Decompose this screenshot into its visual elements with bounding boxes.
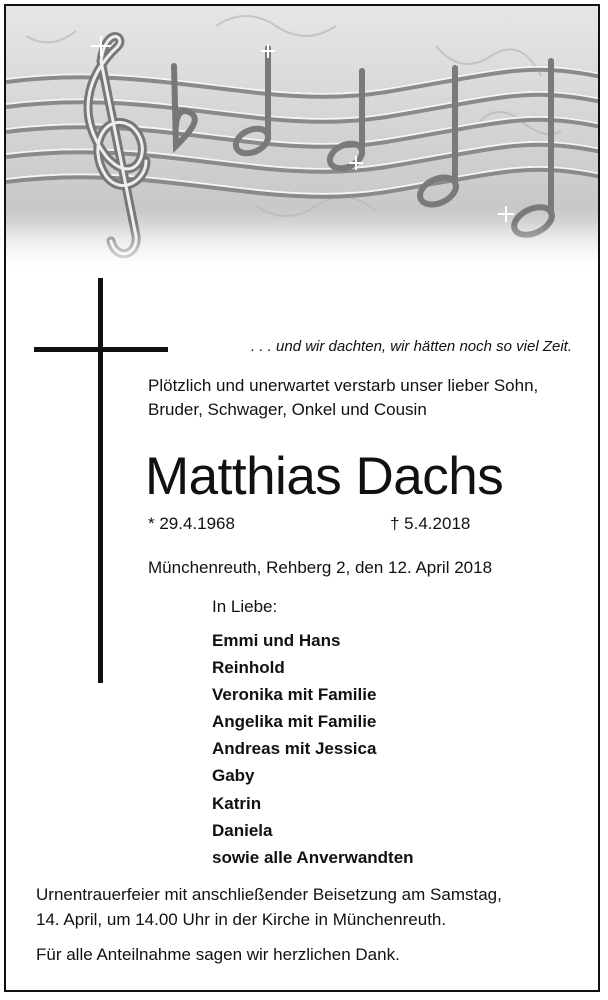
list-item: Gaby xyxy=(212,766,255,786)
service-line-1: Urnentrauerfeier mit anschließender Beisetzung am Samstag, xyxy=(36,885,502,904)
funeral-service-info xyxy=(36,882,502,932)
list-item: Katrin xyxy=(212,793,262,813)
mourner-list xyxy=(212,627,414,871)
quote-text: . . . und wir dachten, wir hätten noch so viel Zeit. xyxy=(251,338,572,355)
birth-date: * 29.4.1968 xyxy=(148,514,235,533)
in-liebe-label: In Liebe: xyxy=(212,597,278,616)
intro-line-2: Bruder, Schwager, Onkel und Cousin xyxy=(148,400,427,419)
intro-line-1: Plötzlich und unerwartet verstarb unser lieber Sohn, xyxy=(148,376,539,395)
thanks-text: Für alle Anteilnahme sagen wir herzlichen Dank. xyxy=(36,945,400,964)
list-item: Emmi und Hans xyxy=(212,631,341,650)
music-staff-illustration xyxy=(6,6,600,276)
obituary-notice xyxy=(4,4,600,992)
music-banner xyxy=(6,6,600,276)
place-and-date: Münchenreuth, Rehberg 2, den 12. April 2018 xyxy=(148,558,493,577)
list-item: Daniela xyxy=(212,820,273,840)
service-line-2: 14. April, um 14.00 Uhr in der Kirche in Münchenreuth. xyxy=(36,910,447,929)
list-item: Veronika mit Familie xyxy=(212,685,377,705)
cross-vertical-bar xyxy=(98,278,103,683)
cross-horizontal-bar xyxy=(34,347,168,352)
list-item: sowie alle Anverwandten xyxy=(212,847,414,867)
list-item: Andreas mit Jessica xyxy=(212,739,377,759)
intro-text xyxy=(148,374,538,422)
death-date: † 5.4.2018 xyxy=(390,514,471,533)
list-item: Reinhold xyxy=(212,658,285,678)
deceased-name: Matthias Dachs xyxy=(145,447,504,506)
list-item: Angelika mit Familie xyxy=(212,712,377,732)
